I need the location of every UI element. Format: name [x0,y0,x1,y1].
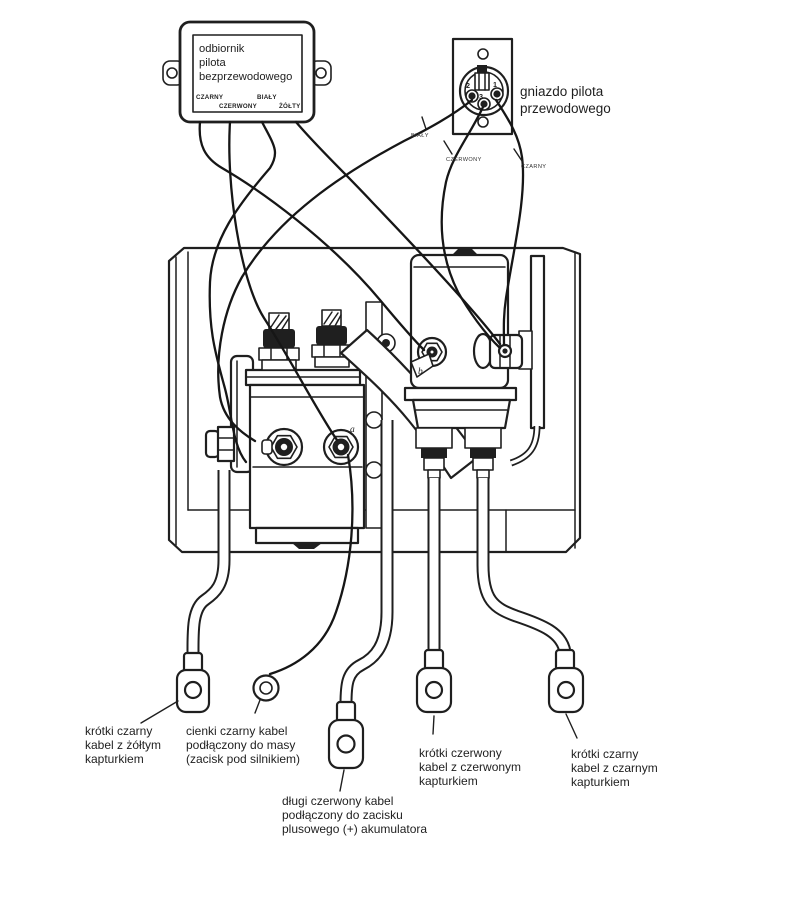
right-unit-main-stud [474,334,522,368]
label-red-cap-2: kabel z czerwonym [419,760,522,774]
socket-title-line2: przewodowego [520,101,611,116]
receiver-terminal-zolty: ŻÓŁTY [279,103,301,110]
receiver-title-line3: bezprzewodowego [199,71,293,83]
label-ground-1: cienki czarny kabel [186,724,288,738]
wire-tag-czarny: CZARNY [521,164,547,170]
receiver-box [163,22,331,122]
receiver-terminal-czerwony: CZERWONY [219,103,257,110]
label-battery-1: długi czerwony kabel [282,794,394,808]
wire-tag-bialy: BIAŁY [411,133,429,139]
terminal-a-label: a [350,425,355,435]
label-battery-3: plusowego (+) akumulatora [282,822,428,836]
label-ground-3: (zacisk pod silnikiem) [186,752,301,766]
cable-labels [85,700,658,836]
label-yellow-cap-1: krótki czarny [85,724,153,738]
label-black-cap-3: kapturkiem [571,775,630,789]
terminal-b-label: b [418,367,423,377]
label-black-cap-1: krótki czarny [571,747,639,761]
label-ground-2: podłączony do masy [186,738,296,752]
wire-tag-czerwony: CZERWONY [446,157,482,163]
socket-pin2-label: 2 [466,81,470,90]
label-black-cap-2: kabel z czarnym [571,761,658,775]
label-red-cap-1: krótki czerwony [419,746,502,760]
socket-title-line1: gniazdo pilota [520,84,604,99]
label-red-cap-3: kapturkiem [419,774,478,788]
label-yellow-cap-3: kapturkiem [85,752,144,766]
receiver-terminal-czarny: CZARNY [196,94,224,101]
receiver-terminal-bialy: BIAŁY [257,94,277,101]
receiver-title-line1: odbiornik [199,43,245,55]
receiver-title-line2: pilota [199,57,226,69]
socket-pin1-label: 1 [493,80,497,89]
label-battery-2: podłączony do zacisku [282,808,403,822]
side-stud [206,427,234,461]
label-yellow-cap-2: kabel z żółtym [85,738,162,752]
socket-pin3-label: 3 [479,92,483,101]
